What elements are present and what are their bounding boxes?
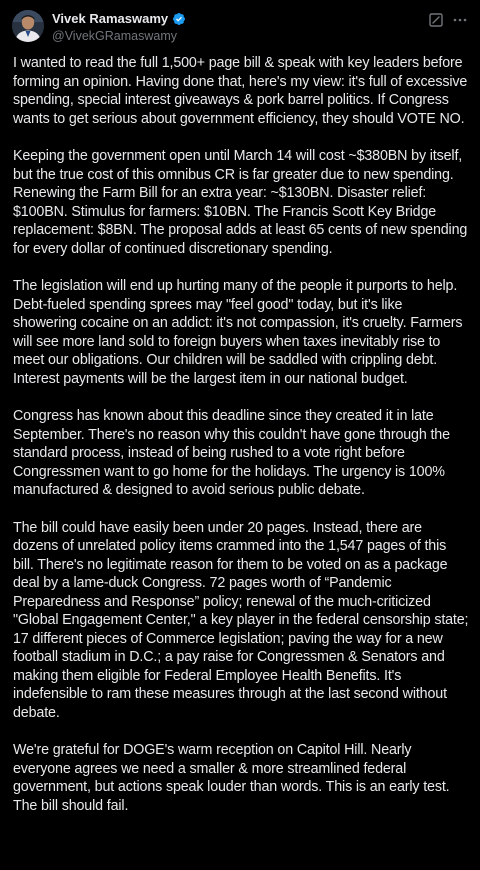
display-name[interactable]: Vivek Ramaswamy: [52, 11, 169, 26]
handle[interactable]: @VivekGRamaswamy: [52, 29, 177, 43]
more-options-icon[interactable]: [452, 12, 468, 28]
post-paragraph: The legislation will end up hurting many of the people it purports to help. Debt-fueled spending sprees may "feel good" today, but it's like showering cocaine on an addict: it's not compassion, it's cruelty. Farmers will see more land sold to foreign buyers when taxes inevitably rise to meet our obligations. Our children will be saddled with crippling debt. Interest payments will be the largest item in our national budget.: [13, 278, 463, 387]
avatar[interactable]: [12, 10, 44, 42]
post-paragraph: I wanted to read the full 1,500+ page bill & speak with key leaders before forming an opinion. Having done that, here's my view: it's full of excessive spending, special interest giveaways & pork barrel politics. If Congress wants to get serious about government efficiency, they should VOTE NO.: [13, 55, 468, 127]
post-header: [12, 10, 468, 44]
post-paragraph: Congress has known about this deadline since they created it in late September. There's no reason why this couldn't have gone through the standard process, instead of being rushed to a vote right before Congressmen want to go home for the holidays. The urgency is 100% manufactured & designed to avoid serious public debate.: [13, 408, 450, 498]
post-paragraph: Keeping the government open until March 14 will cost ~$380BN by itself, but the true cost of this omnibus CR is far greater due to new spending. Renewing the Farm Bill for an extra year: ~$130BN. Disaster relief: $100BN. Stimulus for farmers: $10BN. The Francis Scott Key Bridge replacement: $8BN. The proposal adds at least 65 cents of new spending for every dollar of continued discretionary spending.: [13, 148, 468, 257]
author-info[interactable]: [52, 11, 186, 44]
verified-badge-icon: [172, 12, 186, 26]
grok-icon[interactable]: [428, 12, 444, 28]
post-paragraph: The bill could have easily been under 20 pages. Instead, there are dozens of unrelated policy items crammed into the 1,547 pages of this bill. There's no legitimate reason for them to be voted on as a package deal by a lame-duck Congress. 72 pages worth of “Pandemic Preparedness and Response” policy; renewal of the much-criticized "Global Engagement Center," a key player in the federal censorship state; 17 different pieces of Commerce legislation; paving the way for a new football stadium in D.C.; a pay raise for Congressmen & Senators and making them eligible for Federal Employee Health Benefits. It's indefensible to ram these measures through at the last second without debate.: [13, 519, 469, 721]
post-text: [13, 54, 469, 834]
avatar-image: [12, 10, 44, 42]
display-name-row: [52, 11, 186, 27]
post-paragraph: We're grateful for DOGE's warm reception on Capitol Hill. Nearly everyone agrees we need a smaller & more streamlined federal government, but actions speak louder than words. This is an early test. The bill should fail.: [13, 742, 450, 814]
header-actions: [428, 12, 468, 28]
